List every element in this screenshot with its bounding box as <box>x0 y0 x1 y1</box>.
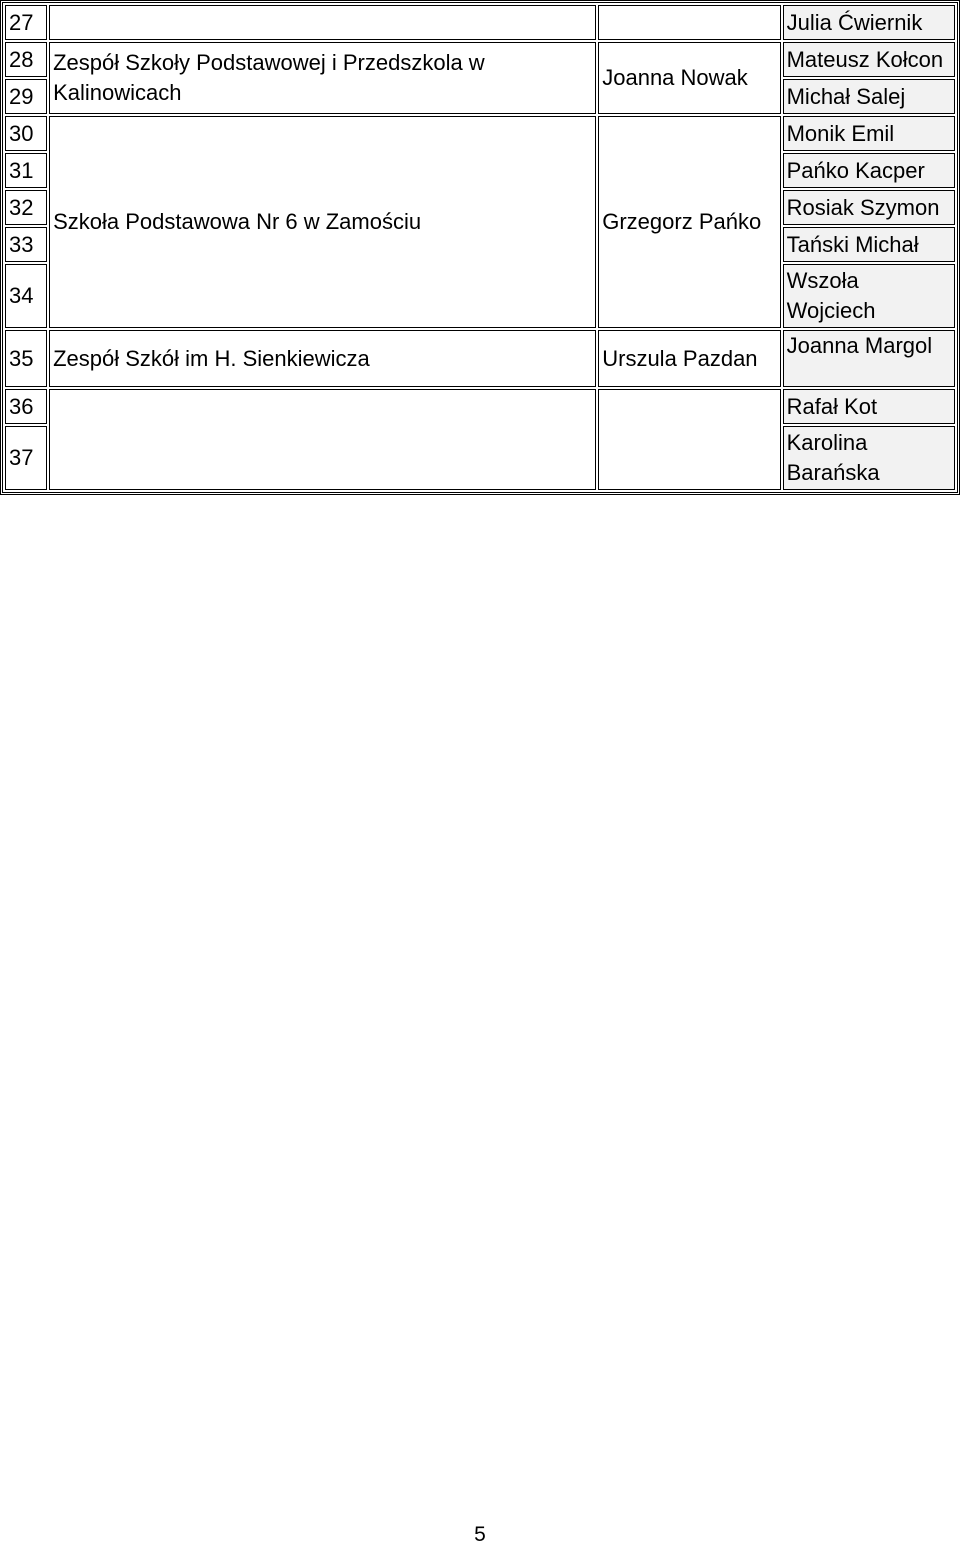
teacher-name: Grzegorz Pańko <box>598 116 780 328</box>
table-row <box>5 42 955 77</box>
teacher-cell-empty <box>598 5 780 40</box>
table-row <box>5 5 955 40</box>
teacher-name: Joanna Nowak <box>598 42 780 114</box>
school-cell-empty <box>49 389 596 490</box>
row-number: 30 <box>5 116 47 151</box>
student-name: Rosiak Szymon <box>783 190 955 225</box>
school-name: Szkoła Podstawowa Nr 6 w Zamościu <box>49 116 596 328</box>
student-name: Wszoła Wojciech <box>783 264 955 328</box>
school-name: Zespół Szkół im H. Sienkiewicza <box>49 330 596 387</box>
teacher-cell-empty <box>598 389 780 490</box>
student-name: Joanna Margol <box>783 330 955 387</box>
row-number: 27 <box>5 5 47 40</box>
row-number: 28 <box>5 42 47 77</box>
row-number: 36 <box>5 389 47 424</box>
school-cell-empty <box>49 5 596 40</box>
student-name: Julia Ćwiernik <box>783 5 955 40</box>
row-number: 35 <box>5 330 47 387</box>
page-number: 5 <box>474 1523 486 1546</box>
student-name: Monik Emil <box>783 116 955 151</box>
results-table <box>2 2 958 493</box>
row-number: 29 <box>5 79 47 114</box>
row-number: 34 <box>5 264 47 328</box>
student-name: Pańko Kacper <box>783 153 955 188</box>
table-row <box>5 116 955 151</box>
student-name: Tański Michał <box>783 227 955 262</box>
student-name: Mateusz Kołcon <box>783 42 955 77</box>
row-number: 32 <box>5 190 47 225</box>
table-row <box>5 330 955 387</box>
table-row <box>5 389 955 424</box>
student-name: Karolina Barańska <box>783 426 955 490</box>
school-name: Zespół Szkoły Podstawowej i Przedszkola w Kalinowicach <box>49 42 596 114</box>
student-name: Rafał Kot <box>783 389 955 424</box>
row-number: 37 <box>5 426 47 490</box>
row-number: 31 <box>5 153 47 188</box>
row-number: 33 <box>5 227 47 262</box>
teacher-name: Urszula Pazdan <box>598 330 780 387</box>
student-name: Michał Salej <box>783 79 955 114</box>
